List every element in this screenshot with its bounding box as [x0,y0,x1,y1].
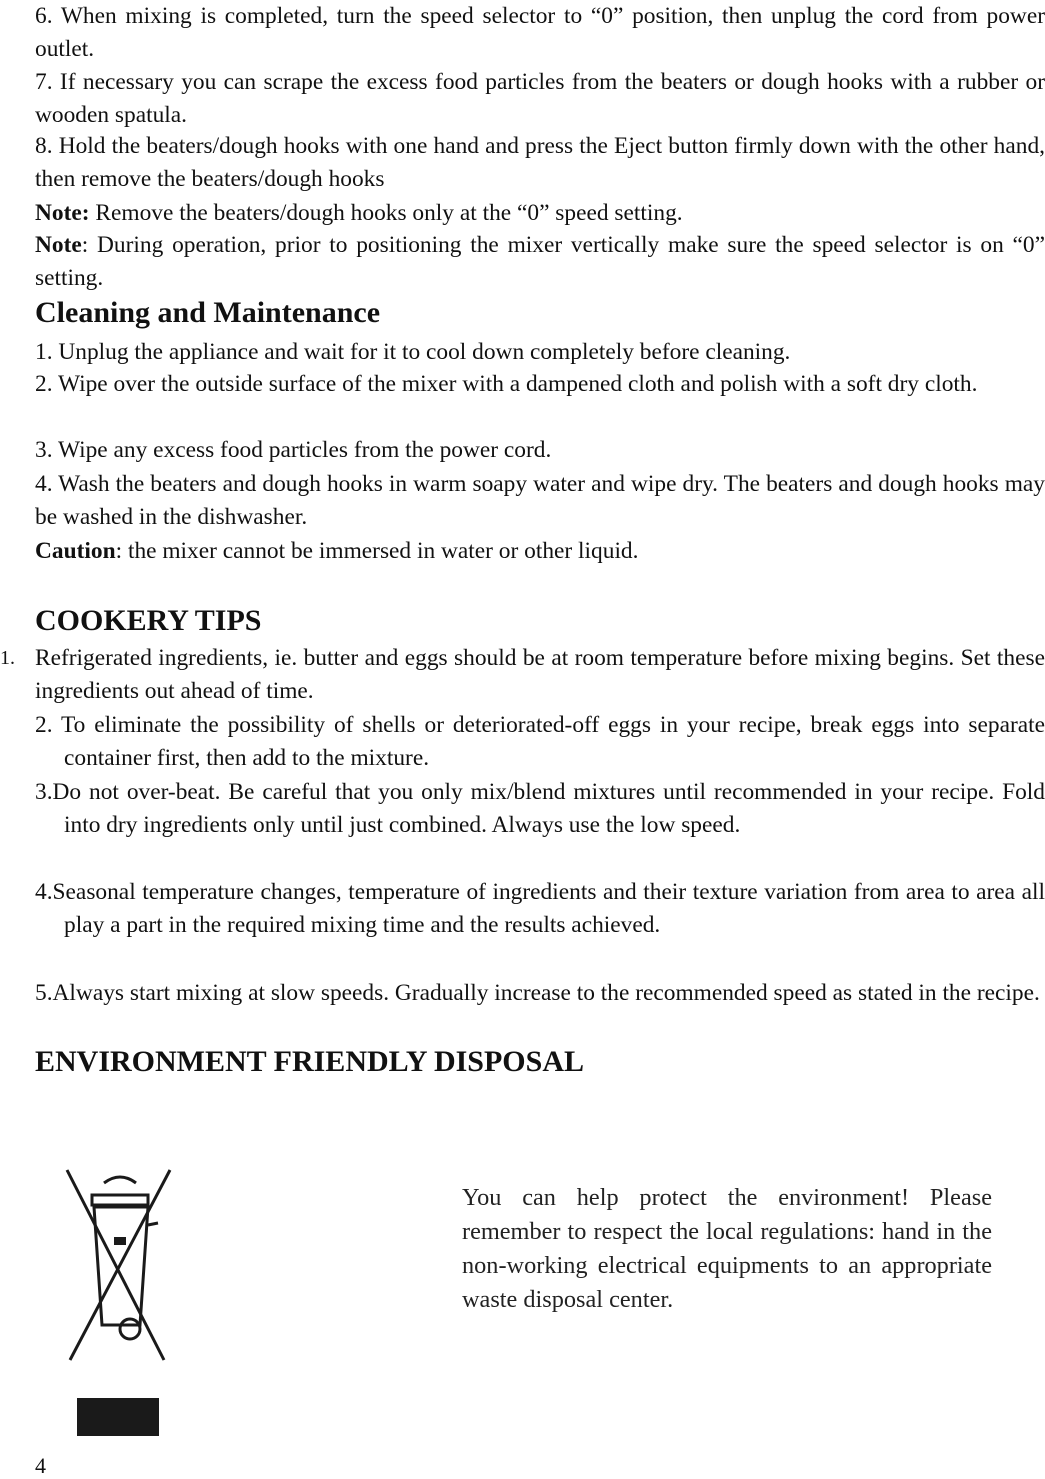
caution-text: : the mixer cannot be immersed in water or other liquid. [115,538,639,564]
tip-1-number: 1. [0,647,15,669]
tip-5: 5.Always start mixing at slow speeds. Gradually increase to the recommended speed as stated in the recipe. [35,980,1040,1006]
disposal-heading: ENVIRONMENT FRIENDLY DISPOSAL [35,1045,584,1078]
tip-1: Refrigerated ingredients, ie. butter and eggs should be at room temperature before mixing begins. Set these ingredients out ahead of time. [35,645,1045,705]
note-text: : During operation, prior to positioning the mixer vertically make sure the speed selector is on “0” setting. [35,232,1045,292]
disposal-text: You can help protect the environment! Please remember to respect the local regulations: hand in the non-working electrical equipments to an appropriate waste disposal center. [462,1184,992,1313]
cleaning-item: 4. Wash the beaters and dough hooks in warm soapy water and wipe dry. The beaters and dough hooks may be washed in the dishwasher. [35,471,1045,531]
crossed-out-wheelie-bin-icon [62,1165,174,1365]
operation-step-6: 6. When mixing is completed, turn the speed selector to “0” position, then unplug the cord from power outlet. [35,3,1045,63]
cleaning-item: 1. Unplug the appliance and wait for it to cool down completely before cleaning. [35,339,791,365]
note-label: Note [35,232,82,258]
caution-label: Caution [35,538,116,564]
tip-4: 4.Seasonal temperature changes, temperature of ingredients and their texture variation from area to area all play a part in the required mixing time and the results achieved. [35,879,1045,939]
cookery-tips-heading: COOKERY TIPS [35,604,262,637]
cleaning-heading: Cleaning and Maintenance [35,296,381,329]
tip-2: 2. To eliminate the possibility of shells or deteriorated-off eggs in your recipe, break eggs into separate container first, then add to the mixture. [35,712,1045,772]
operation-step-7: 7. If necessary you can scrape the excess food particles from the beaters or dough hooks with a rubber or wooden spatula. [35,69,1045,129]
cleaning-item: 2. Wipe over the outside surface of the mixer with a dampened cloth and polish with a soft dry cloth. [35,371,978,397]
note-text: Remove the beaters/dough hooks only at the “0” speed setting. [89,200,683,226]
note-eject [35,197,1045,230]
wee-bin-underline-bar [77,1398,159,1436]
note-vertical [35,229,1045,296]
cleaning-item: 3. Wipe any excess food particles from the power cord. [35,437,552,463]
page-number: 4 [35,1453,46,1478]
caution [35,535,1045,568]
tip-3: 3.Do not over-beat. Be careful that you only mix/blend mixtures until recommended in your recipe. Fold into dry ingredients only until just combined. Always use the low speed. [35,779,1045,839]
note-label: Note: [35,200,90,226]
operation-step-8: 8. Hold the beaters/dough hooks with one hand and press the Eject button firmly down with the other hand, then remove the beaters/dough hooks [35,133,1045,193]
